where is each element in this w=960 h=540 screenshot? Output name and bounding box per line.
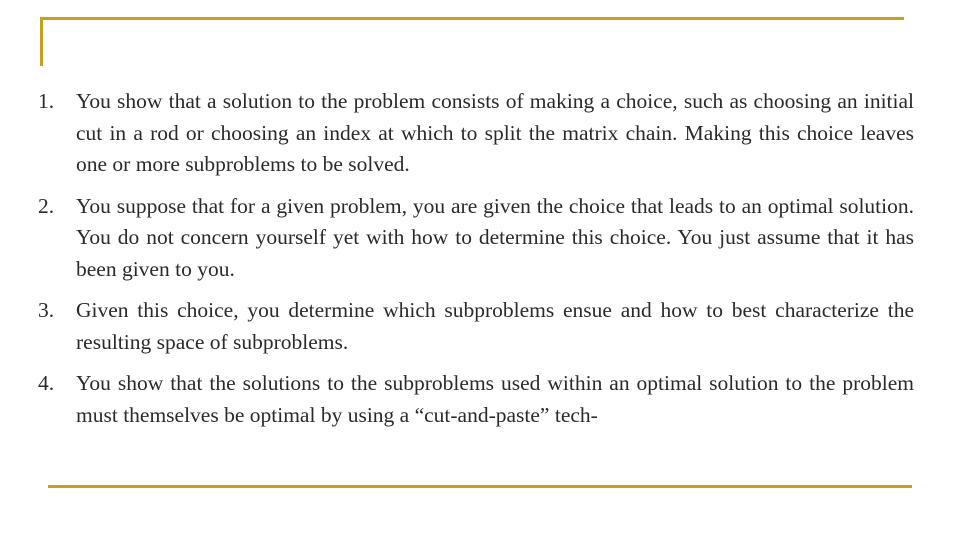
frame-top-line <box>40 17 904 20</box>
numbered-list <box>38 86 914 441</box>
list-item-text: You show that the solutions to the subproblems used within an optimal solution to the problem must themselves be optimal by using a “cut-and-paste” tech- <box>76 371 914 427</box>
list-item-text: Given this choice, you determine which subproblems ensue and how to best characterize the resulting space of subproblems. <box>76 298 914 354</box>
list-item-number: 2. <box>38 193 55 218</box>
frame-bottom-line <box>48 485 912 488</box>
frame-left-line <box>40 17 43 66</box>
list-item-2 <box>38 191 914 286</box>
list-item-1 <box>38 86 914 181</box>
list-item-number: 4. <box>38 371 55 395</box>
list-item-text: You show that a solution to the problem consists of making a choice, such as choosing an initial cut in a rod or choosing an index at which to split the matrix chain. Making this choice leaves one or more subproblems to be solved. <box>76 89 914 176</box>
list-item-number: 1. <box>38 89 55 113</box>
list-item-3 <box>38 295 914 358</box>
list-item-text: You suppose that for a given problem, you are given the choice that leads to an optimal solution. You do not concern yourself yet with how to determine this choice. You just assume that it has been given to you. <box>76 193 914 281</box>
list-item-4 <box>38 368 914 431</box>
list-item-number: 3. <box>38 298 55 322</box>
